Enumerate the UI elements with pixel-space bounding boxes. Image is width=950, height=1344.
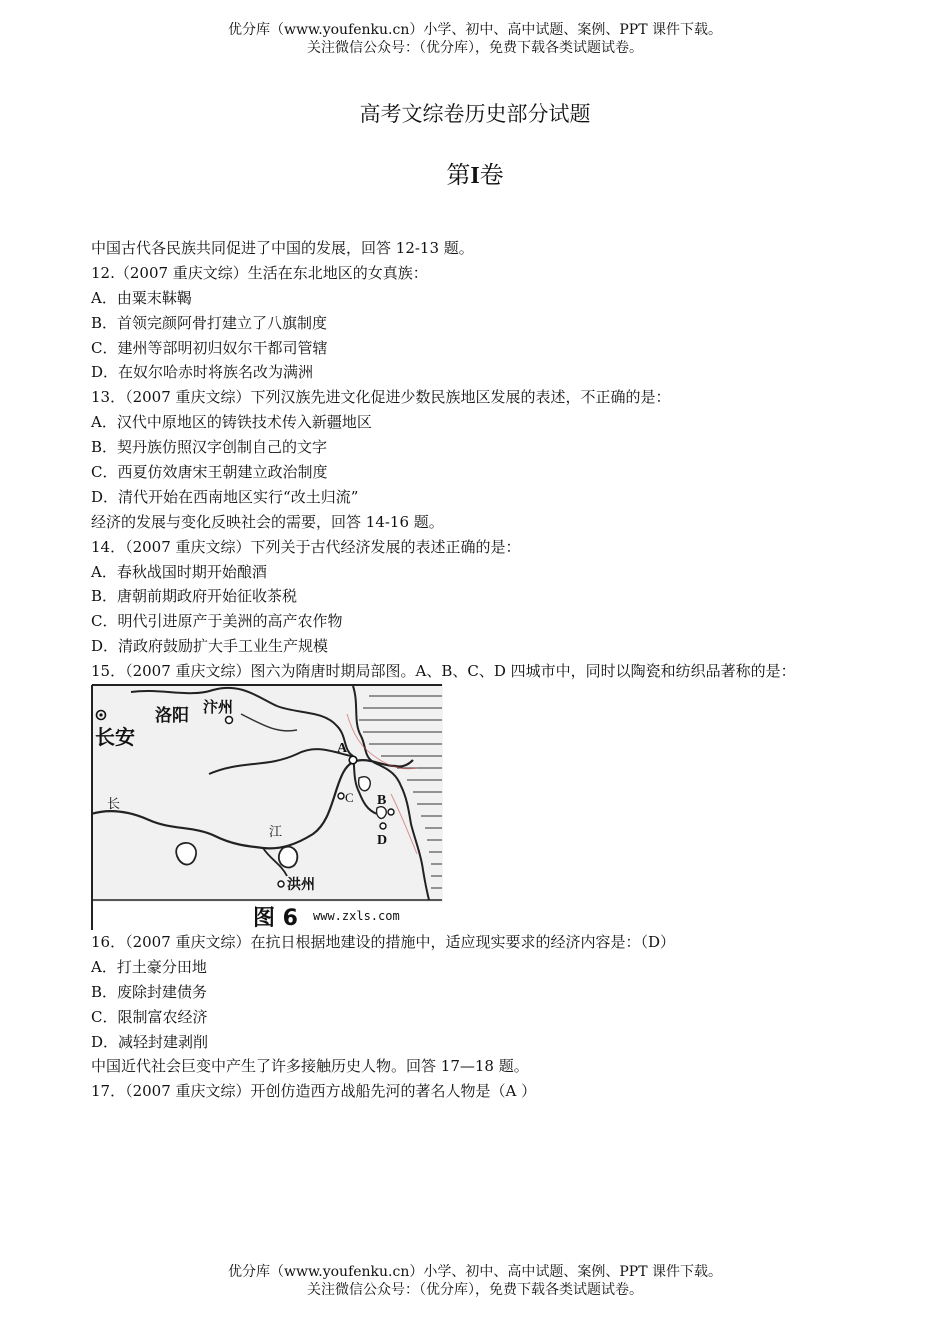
bianzhou-marker [226, 717, 233, 724]
label-luoyang: 洛阳 [155, 706, 189, 726]
question-16: 16．（2007 重庆文综）在抗日根据地建设的措施中，适应现实要求的经济内容是：（D） [91, 933, 676, 951]
label-hongzhou: 洪州 [287, 877, 315, 893]
footer-line-1: 优分库（www.youfenku.cn）小学、初中、高中试题、案例、PPT 课件下载。 [227, 1264, 722, 1280]
section-title-post: 卷 [479, 161, 504, 189]
option-line: D．清代开始在西南地区实行“改土归流” [91, 487, 359, 506]
label-city-b: B [377, 793, 387, 808]
section-title [0, 155, 950, 190]
question-15: 15．（2007 重庆文综）图六为隋唐时期局部图。A、B、C、D 四城市中，同时以陶瓷和纺织品著称的是： [91, 662, 796, 681]
label-city-d: D [377, 833, 388, 848]
text-line: 经济的发展与变化反映社会的需要，回答 14-16 题。 [91, 512, 444, 531]
option-line: C．明代引进原产于美洲的高产农作物 [91, 612, 343, 631]
city-d-marker [380, 823, 386, 829]
city-a-marker [349, 756, 357, 764]
option-line: B．废除封建债务 [91, 982, 208, 1001]
question-13: 13．（2007 重庆文综）下列汉族先进文化促进少数民族地区发展的表述，不正确的是： [91, 388, 671, 407]
page-footer [0, 1263, 950, 1299]
option-line: A．春秋战国时期开始酿酒 [91, 562, 267, 581]
sui-tang-map-figure [91, 684, 443, 930]
document-title: 高考文综卷历史部分试题 [359, 102, 591, 126]
label-chang: 长 [107, 797, 121, 812]
option-line: D．在奴尔哈赤时将族名改为满洲 [91, 363, 314, 382]
page-header [0, 21, 950, 57]
option-line: D．清政府鼓励扩大手工业生产规模 [91, 637, 329, 656]
map-watermark: www.zxls.com [313, 909, 400, 923]
text-line: 中国古代各民族共同促进了中国的发展，回答 12-13 题。 [91, 239, 474, 257]
option-line: B．首领完颜阿骨打建立了八旗制度 [91, 313, 328, 332]
option-line: A．打土豪分田地 [91, 957, 207, 976]
question-body-top [91, 236, 931, 684]
option-line: C．建州等部明初归奴尔干都司管辖 [91, 338, 328, 357]
city-b-marker [388, 809, 394, 815]
city-c-marker [338, 793, 344, 799]
label-city-c: C [345, 790, 354, 805]
footer-line-2: 关注微信公众号：（优分库），免费下载各类试题试卷。 [307, 1282, 643, 1298]
header-line-2: 关注微信公众号：（优分库），免费下载各类试题试卷。 [307, 40, 643, 56]
label-city-a: A [337, 741, 348, 756]
question-12: 12.（2007 重庆文综）生活在东北地区的女真族： [91, 263, 428, 282]
option-line: D．减轻封建剥削 [91, 1032, 209, 1051]
section-title-roman: I [470, 163, 480, 189]
option-line: B．唐朝前期政府开始征收茶税 [91, 587, 298, 606]
option-line: C．限制富农经济 [91, 1007, 208, 1026]
question-14: 14．（2007 重庆文综）下列关于古代经济发展的表述正确的是： [91, 537, 521, 556]
label-jiang: 江 [269, 825, 283, 840]
header-line-1: 优分库（www.youfenku.cn）小学、初中、高中试题、案例、PPT 课件下载。 [227, 22, 722, 38]
question-body-bottom [91, 930, 931, 1104]
map-caption: 图 6 [253, 906, 298, 930]
text-line: 中国近代社会巨变中产生了许多接触历史人物。回答 17—18 题。 [91, 1057, 529, 1076]
option-line: A．汉代中原地区的铸铁技术传入新疆地区 [91, 413, 372, 432]
hongzhou-marker [278, 881, 284, 887]
section-title-pre: 第 [446, 161, 471, 189]
option-line: B．契丹族仿照汉字创制自己的文字 [91, 438, 328, 457]
label-changan: 长安 [95, 725, 135, 749]
label-bianzhou: 汴州 [203, 698, 234, 716]
question-17: 17．（2007 重庆文综）开创仿造西方战船先河的著名人物是（A ） [91, 1082, 537, 1101]
option-line: A．由粟末靺鞨 [91, 288, 192, 307]
option-line: C．西夏仿效唐宋王朝建立政治制度 [91, 463, 328, 482]
